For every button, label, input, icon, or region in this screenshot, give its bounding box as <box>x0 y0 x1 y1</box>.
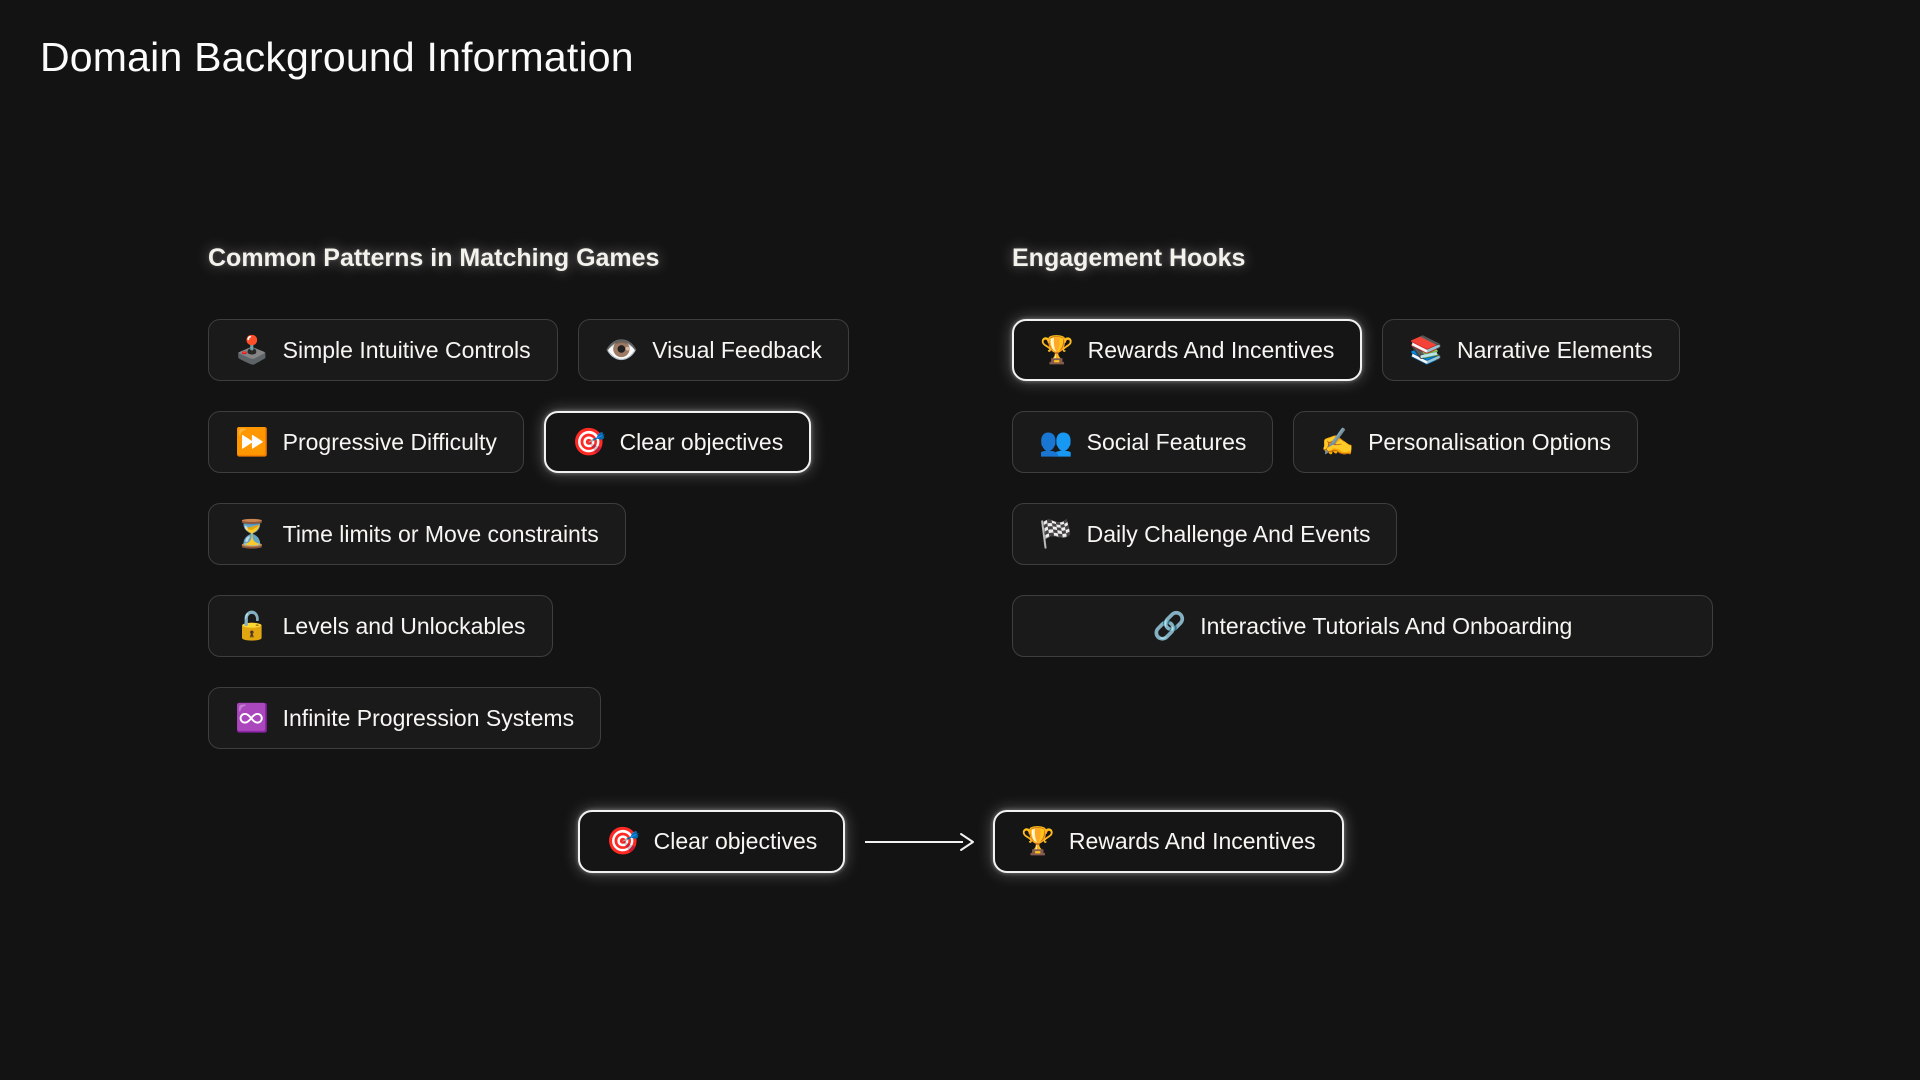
section-common-patterns <box>208 244 968 779</box>
chip-simple-intuitive-controls[interactable] <box>208 319 558 381</box>
section-engagement-hooks <box>1012 244 1772 687</box>
chip-narrative-elements[interactable] <box>1382 319 1679 381</box>
chip-label: Rewards And Incentives <box>1087 336 1335 363</box>
chip-personalisation-options[interactable] <box>1293 411 1638 473</box>
eye-icon: 👁️ <box>604 334 639 365</box>
link-icon: 🔗 <box>1152 610 1187 641</box>
target-icon: 🎯 <box>571 426 606 457</box>
chip-label: Infinite Progression Systems <box>282 704 575 731</box>
writing-hand-icon: ✍️ <box>1320 426 1355 457</box>
hourglass-icon: ⏳ <box>235 518 269 549</box>
relation-target-chip-rewards-incentives[interactable] <box>993 810 1343 873</box>
chip-label: Levels and Unlockables <box>282 612 526 639</box>
chip-daily-challenge[interactable] <box>1012 503 1397 565</box>
relation-arrow-icon <box>863 831 975 853</box>
chip-label: Clear objectives <box>619 428 784 455</box>
section-header-engagement-hooks: Engagement Hooks <box>1012 244 1246 272</box>
chip-row <box>1012 411 1772 473</box>
target-icon: 🎯 <box>606 826 640 856</box>
books-icon: 📚 <box>1409 334 1443 365</box>
chip-row <box>208 687 968 749</box>
chip-social-features[interactable] <box>1012 411 1273 473</box>
chip-label: Rewards And Incentives <box>1068 828 1316 854</box>
section-header-common-patterns: Common Patterns in Matching Games <box>208 244 660 272</box>
trophy-icon: 🏆 <box>1040 334 1074 365</box>
chip-label: Simple Intuitive Controls <box>282 336 531 363</box>
chip-label: Personalisation Options <box>1368 428 1611 455</box>
relation-diagram <box>578 810 1344 873</box>
chip-row <box>208 319 968 381</box>
chip-clear-objectives[interactable] <box>544 411 811 473</box>
chip-levels-unlockables[interactable] <box>208 595 553 657</box>
chip-row <box>208 503 968 565</box>
chip-row <box>1012 595 1772 657</box>
chip-label: Social Features <box>1086 428 1247 455</box>
chip-label: Interactive Tutorials And Onboarding <box>1200 612 1573 639</box>
chip-interactive-tutorials[interactable] <box>1012 595 1713 657</box>
relation-source-chip-clear-objectives[interactable] <box>578 810 845 873</box>
chequered-flag-icon: 🏁 <box>1039 518 1073 549</box>
chip-label: Daily Challenge And Events <box>1086 520 1371 547</box>
page-title: Domain Background Information <box>40 34 634 80</box>
chip-time-limits[interactable] <box>208 503 626 565</box>
infinity-icon: ♾️ <box>235 702 269 733</box>
chip-row <box>1012 319 1772 381</box>
chip-label: Clear objectives <box>653 828 818 854</box>
chip-label: Progressive Difficulty <box>282 428 497 455</box>
chip-visual-feedback[interactable] <box>578 319 849 381</box>
busts-icon: 👥 <box>1039 426 1073 457</box>
unlock-icon: 🔓 <box>235 610 269 641</box>
chip-label: Visual Feedback <box>652 336 822 363</box>
chip-label: Narrative Elements <box>1457 336 1653 363</box>
chip-row <box>208 411 968 473</box>
chip-label: Time limits or Move constraints <box>282 520 599 547</box>
chip-row <box>208 595 968 657</box>
joystick-icon: 🕹️ <box>235 334 269 365</box>
fast-forward-icon: ⏩ <box>235 426 269 457</box>
chip-rewards-incentives[interactable] <box>1012 319 1362 381</box>
chip-row <box>1012 503 1772 565</box>
chip-progressive-difficulty[interactable] <box>208 411 524 473</box>
chip-infinite-progression[interactable] <box>208 687 601 749</box>
trophy-icon: 🏆 <box>1021 826 1055 856</box>
